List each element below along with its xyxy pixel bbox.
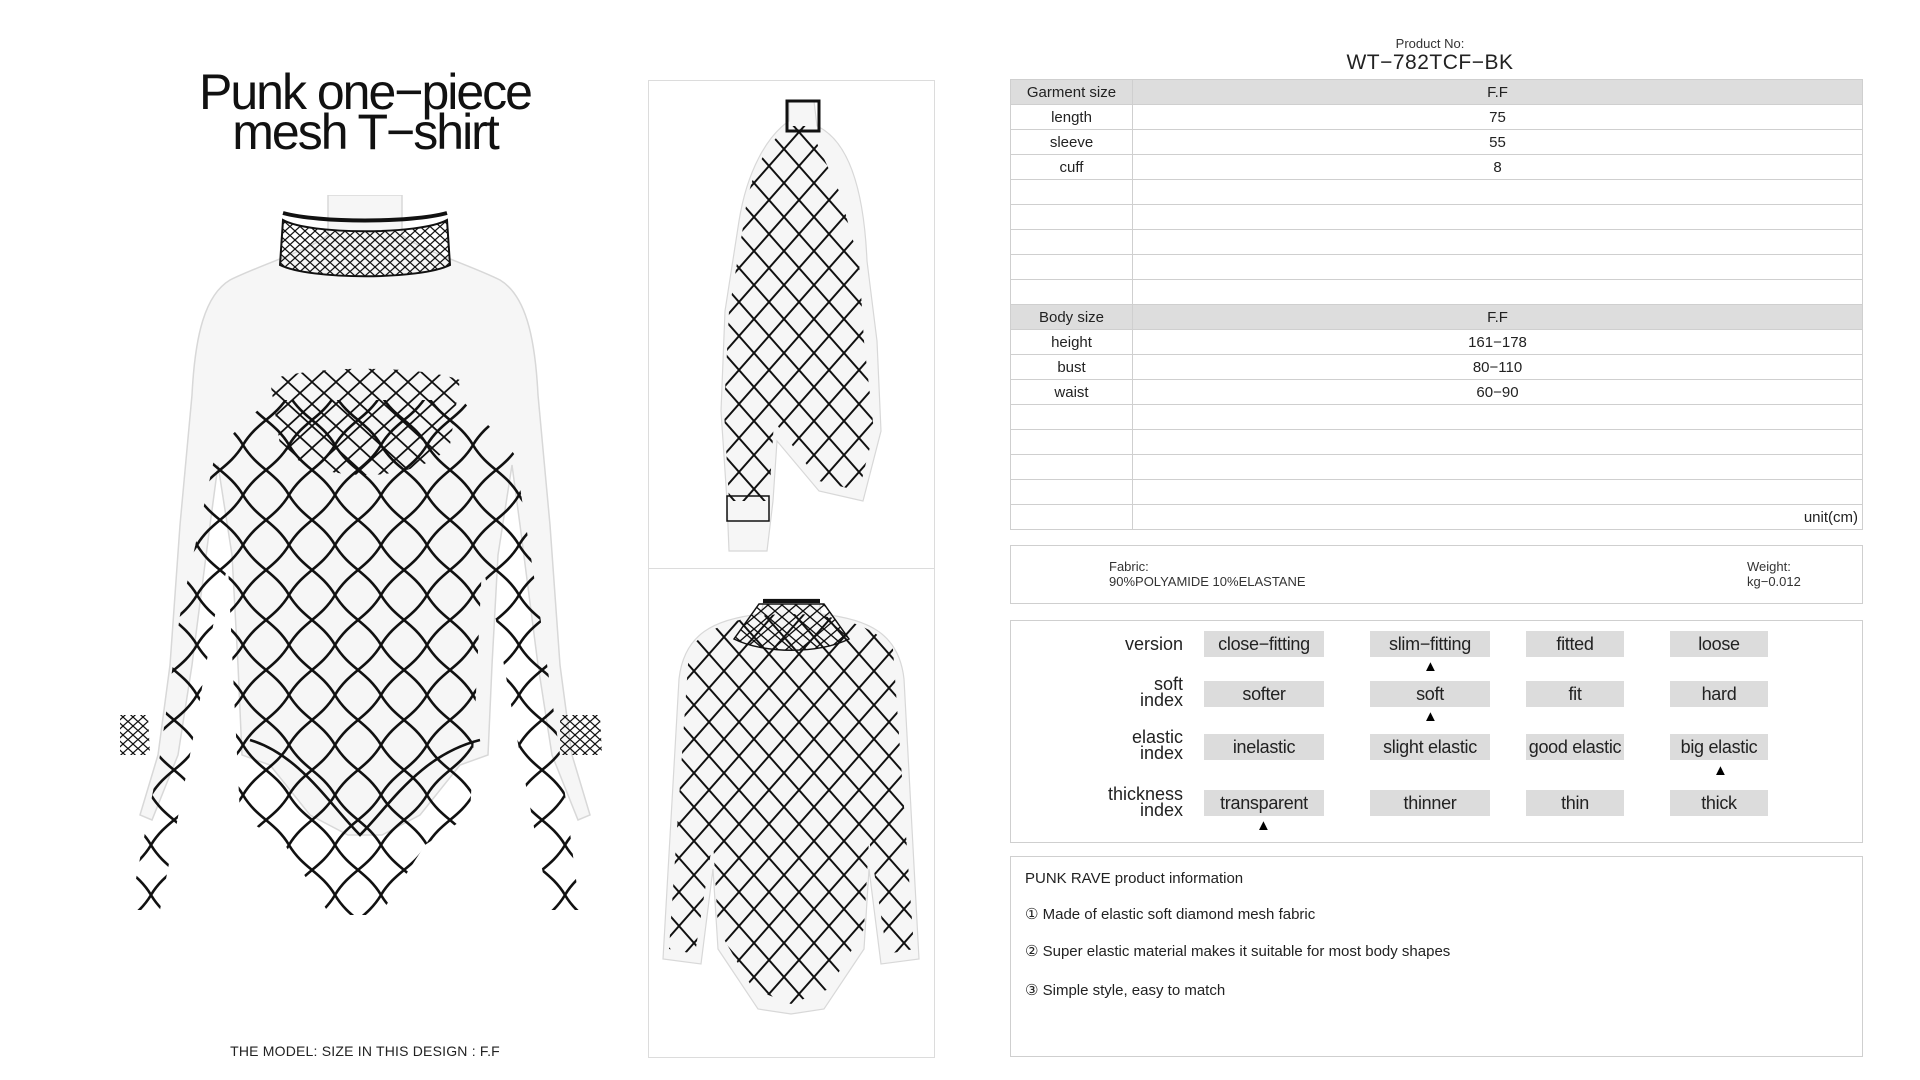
size-value-cuff: 8 xyxy=(1133,155,1863,180)
option-thinner: thinner xyxy=(1370,790,1490,816)
size-key-sleeve: sleeve xyxy=(1011,130,1133,155)
product-information xyxy=(1010,856,1863,1057)
rating-label-version xyxy=(1011,636,1183,652)
table-row xyxy=(1011,105,1863,130)
size-key-height: height xyxy=(1011,330,1133,355)
option-transparent: transparent xyxy=(1204,790,1324,816)
size-value-length: 75 xyxy=(1133,105,1863,130)
rating-label-soft-index xyxy=(1011,676,1183,708)
body-size-header: Body size xyxy=(1011,305,1133,330)
empty-row xyxy=(1011,255,1863,280)
table-row xyxy=(1011,155,1863,180)
product-title xyxy=(150,64,580,160)
model-size-caption: THE MODEL: SIZE IN THIS DESIGN : F.F xyxy=(230,1043,500,1059)
unit-row xyxy=(1011,505,1863,530)
rating-label-line: index xyxy=(1139,743,1183,763)
rating-label-line: thickness xyxy=(1107,784,1183,804)
product-number: WT−782TCF−BK xyxy=(1346,51,1514,74)
side-view-illustration xyxy=(649,81,934,568)
body-size-header-ff: F.F xyxy=(1133,305,1863,330)
attribute-ratings xyxy=(1010,620,1863,843)
selected-marker-icon: ▲ xyxy=(1423,658,1438,675)
product-title-line-1: Punk one−piece xyxy=(198,64,531,120)
front-view-illustration xyxy=(120,195,610,980)
option-big-elastic: big elastic xyxy=(1670,734,1768,760)
rating-label-line: index xyxy=(1139,800,1183,820)
option-slim-fitting: slim−fitting xyxy=(1370,631,1490,657)
front-view-photo xyxy=(120,195,610,980)
table-row xyxy=(1011,355,1863,380)
body-size-header-row xyxy=(1011,305,1863,330)
size-value-height: 161−178 xyxy=(1133,330,1863,355)
garment-size-header: Garment size xyxy=(1011,80,1133,105)
rating-label-line: version xyxy=(1124,634,1183,654)
size-key-length: length xyxy=(1011,105,1133,130)
rating-label-thickness-index xyxy=(1011,786,1183,818)
back-view-photo xyxy=(648,568,935,1058)
empty-row xyxy=(1011,480,1863,505)
selected-marker-icon: ▲ xyxy=(1423,708,1438,725)
size-value-sleeve: 55 xyxy=(1133,130,1863,155)
option-slight-elastic: slight elastic xyxy=(1370,734,1490,760)
info-item-1: ① Made of elastic soft diamond mesh fabric xyxy=(1025,906,1316,923)
weight-value: kg−0.012 xyxy=(1747,574,1801,589)
empty-row xyxy=(1011,455,1863,480)
empty-row xyxy=(1011,405,1863,430)
table-row xyxy=(1011,330,1863,355)
size-key-cuff: cuff xyxy=(1011,155,1133,180)
empty-row xyxy=(1011,180,1863,205)
empty-row xyxy=(1011,280,1863,305)
rating-label-line: soft xyxy=(1153,674,1183,694)
info-item-2: ② Super elastic material makes it suitable for most body shapes xyxy=(1025,943,1451,960)
info-heading: PUNK RAVE product information xyxy=(1025,870,1244,887)
size-chart xyxy=(1010,79,1863,530)
weight-label: Weight: xyxy=(1747,559,1791,574)
fabric-box xyxy=(1010,545,1863,604)
option-loose: loose xyxy=(1670,631,1768,657)
size-key-waist: waist xyxy=(1011,380,1133,405)
table-row xyxy=(1011,130,1863,155)
option-good-elastic: good elastic xyxy=(1526,734,1624,760)
option-softer: softer xyxy=(1204,681,1324,707)
selected-marker-icon: ▲ xyxy=(1256,817,1271,834)
size-value-waist: 60−90 xyxy=(1133,380,1863,405)
fabric-label: Fabric: xyxy=(1109,559,1149,574)
product-number-label: Product No: xyxy=(1395,36,1465,51)
unit-label: unit(cm) xyxy=(1133,505,1863,530)
back-view-illustration xyxy=(649,569,934,1057)
rating-label-line: index xyxy=(1139,690,1183,710)
product-title-line-2: mesh T−shirt xyxy=(232,104,498,160)
option-close-fitting: close−fitting xyxy=(1204,631,1324,657)
garment-size-header-ff: F.F xyxy=(1133,80,1863,105)
garment-size-table xyxy=(1010,79,1863,530)
option-fitted: fitted xyxy=(1526,631,1624,657)
fabric-value: 90%POLYAMIDE 10%ELASTANE xyxy=(1109,574,1306,589)
rating-label-line: elastic xyxy=(1131,727,1183,747)
option-fit: fit xyxy=(1526,681,1624,707)
size-key-bust: bust xyxy=(1011,355,1133,380)
empty-row xyxy=(1011,430,1863,455)
option-thick: thick xyxy=(1670,790,1768,816)
table-row xyxy=(1011,380,1863,405)
side-view-photo xyxy=(648,80,935,569)
rating-label-elastic-index xyxy=(1011,729,1183,761)
option-soft: soft xyxy=(1370,681,1490,707)
empty-row xyxy=(1011,230,1863,255)
size-value-bust: 80−110 xyxy=(1133,355,1863,380)
selected-marker-icon: ▲ xyxy=(1713,762,1728,779)
option-inelastic: inelastic xyxy=(1204,734,1324,760)
option-thin: thin xyxy=(1526,790,1624,816)
option-hard: hard xyxy=(1670,681,1768,707)
info-item-3: ③ Simple style, easy to match xyxy=(1025,982,1226,999)
empty-row xyxy=(1011,205,1863,230)
garment-size-header-row xyxy=(1011,80,1863,105)
